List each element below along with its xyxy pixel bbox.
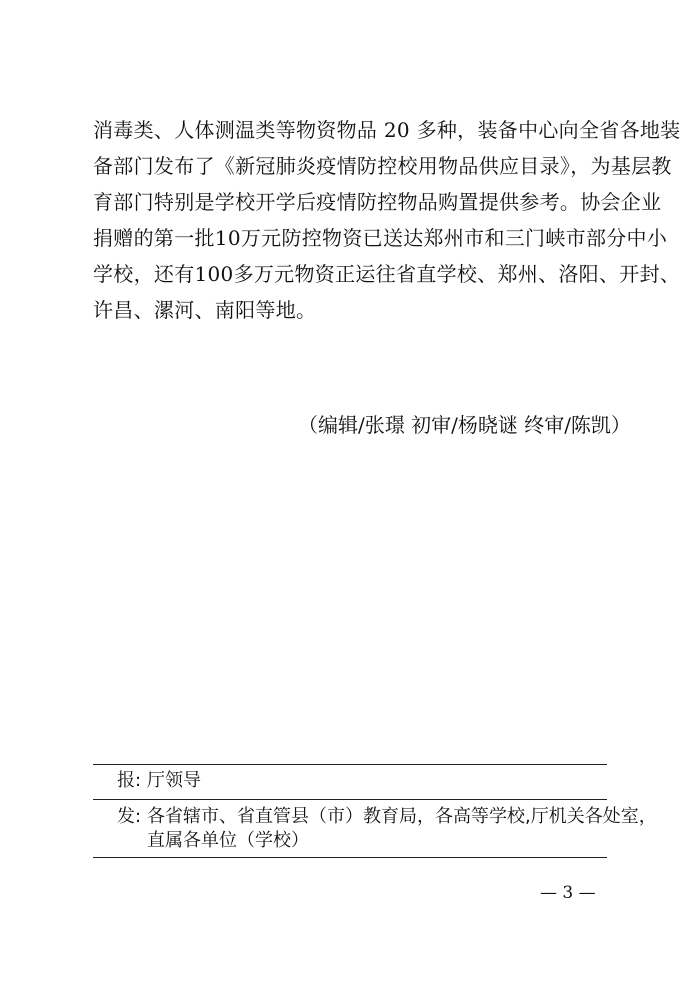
body-paragraph-line: 学校，还有100多万元物资正运往省直学校、郑州、洛阳、开封、 xyxy=(93,262,681,286)
body-paragraph-line: 许昌、漯河、南阳等地。 xyxy=(93,298,317,322)
body-paragraph-line: 捐赠的第一批10万元防控物资已送达郑州市和三门峡市部分中小 xyxy=(93,226,668,250)
page-number: — 3 — xyxy=(540,883,596,903)
send-value-line2: 直属各单位（学校） xyxy=(147,830,309,851)
report-label: 报: xyxy=(117,770,142,791)
report-value: 厅领导 xyxy=(147,770,201,791)
body-paragraph-line: 备部门发布了《新冠肺炎疫情防控校用物品供应目录》，为基层教 xyxy=(93,154,672,178)
middle-divider xyxy=(93,799,607,800)
bottom-divider xyxy=(93,857,607,858)
send-value-line1: 各省辖市、省直管县（市）教育局，各高等学校,厅机关各处室， xyxy=(147,806,657,827)
report-to-line xyxy=(117,770,201,792)
body-paragraph-line: 育部门特别是学校开学后疫情防控物品购置提供参考。协会企业 xyxy=(93,190,662,214)
body-paragraph-line: 消毒类、人体测温类等物资物品 20 多种，装备中心向全省各地装 xyxy=(93,118,681,142)
editor-credit: （编辑/张璟 初审/杨晓谜 终审/陈凯） xyxy=(298,413,631,437)
send-label: 发: xyxy=(117,806,142,827)
send-to-line xyxy=(117,806,657,828)
top-divider xyxy=(93,764,607,765)
